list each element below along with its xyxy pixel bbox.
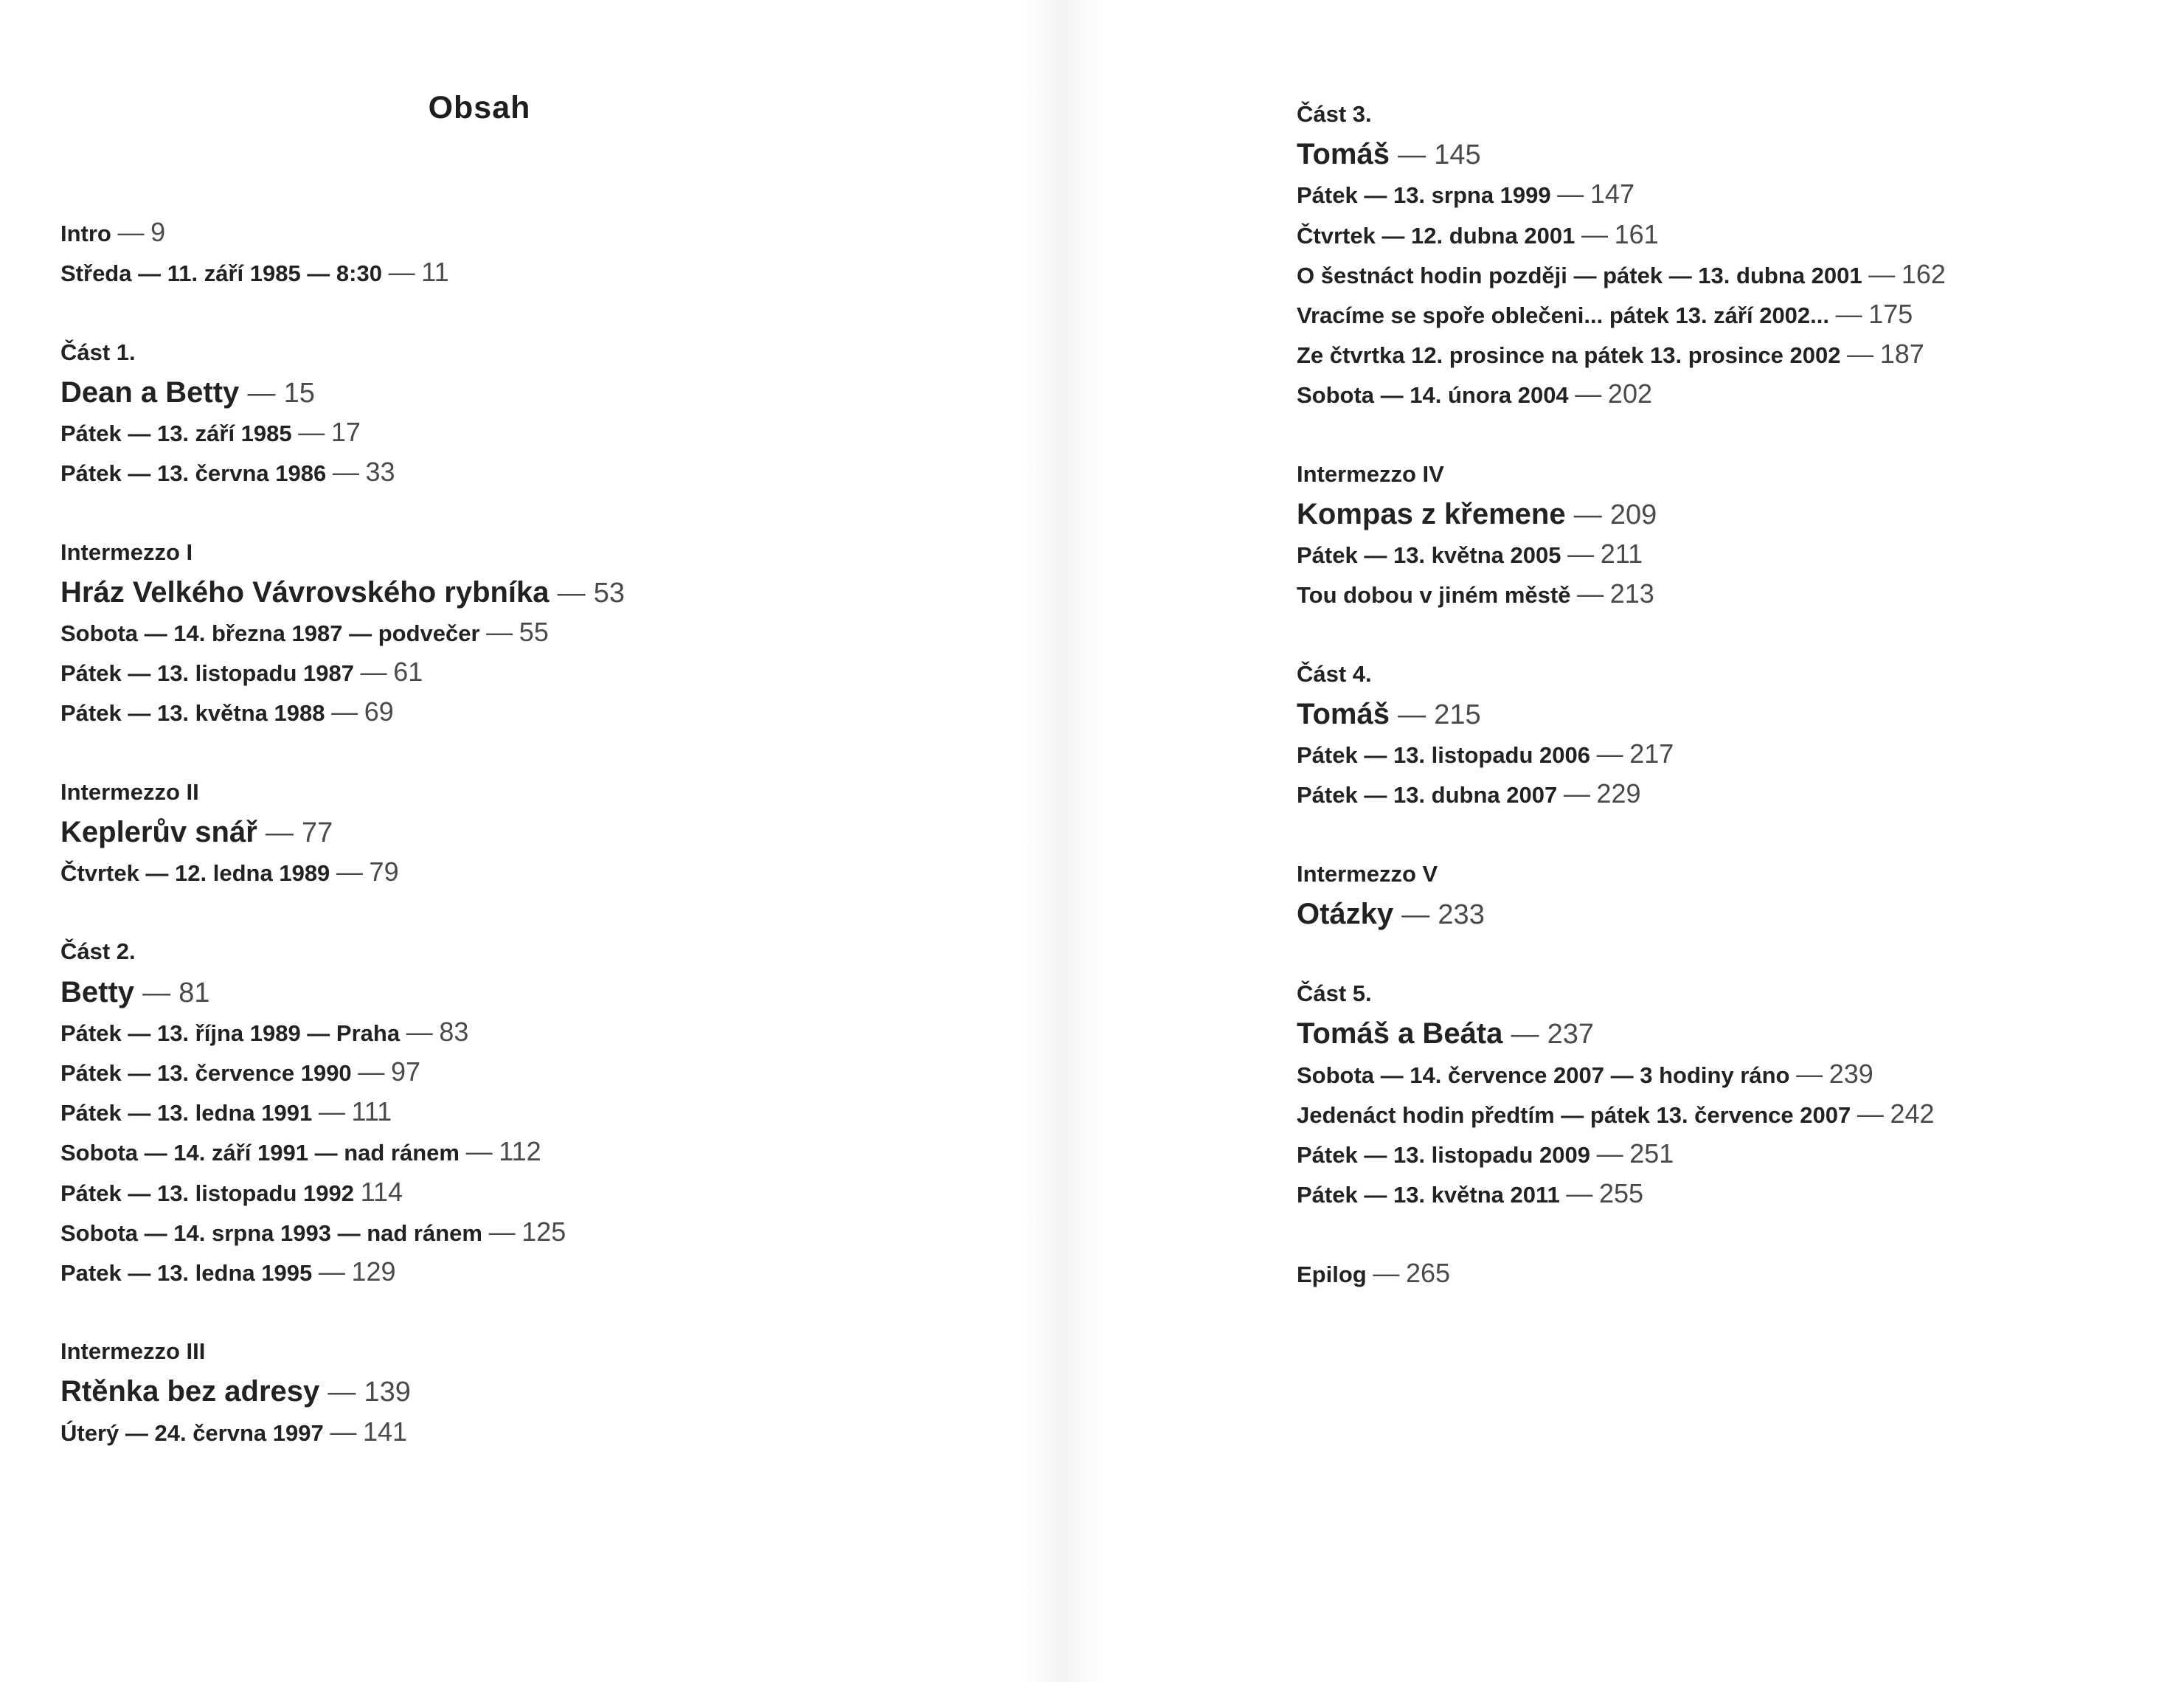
toc-entry: [1297, 294, 2145, 334]
toc-page-number: 55: [519, 616, 549, 647]
toc-page-number: 162: [1901, 258, 1946, 289]
toc-page-number: 9: [150, 217, 166, 247]
toc-separator: —: [1596, 1138, 1623, 1169]
toc-separator: —: [1566, 1178, 1593, 1209]
toc-entry: [60, 212, 975, 252]
toc-entry: [1297, 1054, 2145, 1094]
toc-entry-label: Pátek — 13. listopadu 1992: [60, 1180, 355, 1206]
toc-entry-label: Tou dobou v jiném městě: [1297, 582, 1571, 609]
toc-entry-label: Intermezzo V: [1297, 860, 1438, 887]
toc-spacer: [60, 732, 975, 772]
toc-page-number: 77: [302, 817, 333, 848]
toc-entry: [60, 652, 975, 692]
toc-spacer: [60, 1292, 975, 1332]
toc-entry: [1297, 255, 2145, 294]
toc-separator: —: [336, 856, 363, 887]
toc-section-heading: [60, 1332, 975, 1371]
toc-page-number: 129: [351, 1256, 396, 1287]
toc-chapter-title: [60, 373, 975, 412]
toc-chapter-title: [60, 1371, 975, 1411]
page-title: Obsah: [428, 90, 531, 125]
toc-separator: —: [388, 257, 415, 288]
toc-page-number: 139: [364, 1377, 411, 1408]
toc-entry: [60, 1212, 975, 1252]
toc-spacer: [60, 492, 975, 532]
toc-section-heading: [1297, 454, 2145, 494]
toc-separator: —: [406, 1016, 433, 1047]
toc-separator: —: [117, 217, 145, 247]
toc-separator: —: [1847, 339, 1874, 370]
toc-entry-label: Intermezzo II: [60, 778, 199, 805]
toc-entry-label: Pátek — 13. května 2011: [1297, 1182, 1560, 1208]
toc-page-number: 237: [1547, 1019, 1595, 1051]
toc-separator: —: [1373, 1258, 1400, 1289]
toc-entry-label: Hráz Velkého Vávrovského rybníka: [60, 575, 550, 609]
toc-entry-label: Pátek — 13. září 1985: [60, 420, 292, 446]
toc-entry-label: Část 4.: [1297, 660, 1372, 687]
toc-page-number: 175: [1868, 298, 1913, 329]
toc-separator: —: [1563, 778, 1590, 809]
toc-page-number: 79: [369, 856, 399, 887]
toc-entry-label: Intro: [60, 221, 111, 246]
toc-page-number: 239: [1828, 1058, 1873, 1089]
toc-entry-label: Keplerův snář: [60, 815, 257, 848]
toc-separator: —: [1796, 1058, 1823, 1089]
toc-separator: —: [332, 457, 359, 488]
toc-separator: —: [1398, 139, 1426, 171]
toc-chapter-title: [1297, 894, 2145, 934]
toc-entry: [60, 852, 975, 892]
toc-page-number: 187: [1879, 339, 1924, 370]
toc-entry-label: Patek — 13. ledna 1995: [60, 1259, 313, 1286]
toc-page-number: 229: [1596, 778, 1641, 809]
toc-separator: —: [265, 817, 294, 848]
toc-entry: [1297, 215, 2145, 255]
toc-entry-label: Intermezzo IV: [1297, 460, 1444, 487]
toc-spacer: [1297, 814, 2145, 854]
toc-separator: —: [1573, 499, 1602, 530]
toc-chapter-title: [1297, 694, 2145, 734]
toc-separator: —: [1398, 699, 1426, 730]
toc-entry-label: Středa — 11. září 1985 — 8:30: [60, 260, 382, 287]
toc-entry-label: Sobota — 14. srpna 1993 — nad ránem: [60, 1219, 482, 1246]
toc-page-number: 213: [1609, 578, 1654, 609]
toc-separator: —: [1511, 1019, 1539, 1051]
toc-entry: [1297, 574, 2145, 614]
toc-chapter-title: [60, 572, 975, 612]
toc-separator: —: [1596, 738, 1623, 769]
toc-separator: —: [1575, 378, 1602, 409]
toc-entry-label: Pátek — 13. listopadu 2009: [1297, 1141, 1591, 1168]
toc-section-heading: [60, 533, 975, 572]
toc-page-number: 217: [1629, 738, 1674, 769]
toc-page-number: 61: [393, 657, 423, 688]
toc-separator: —: [488, 1216, 516, 1247]
toc-entry-label: Část 1.: [60, 339, 136, 365]
toc-section-heading: [1297, 654, 2145, 694]
toc-entry-label: O šestnáct hodin později — pátek — 13. dubna 2001: [1297, 262, 1862, 288]
toc-entry-label: Tomáš: [1297, 138, 1390, 171]
toc-entry: [60, 612, 975, 652]
toc-entry: [1297, 374, 2145, 414]
toc-page-number: 81: [178, 977, 210, 1008]
toc-entry-label: Čtvrtek — 12. ledna 1989: [60, 860, 330, 886]
toc-entry: [60, 1092, 975, 1132]
toc-page-number: 209: [1609, 499, 1657, 530]
toc-page-number: 69: [364, 696, 394, 727]
toc-page-number: 83: [439, 1016, 469, 1047]
toc-entry-label: Pátek — 13. srpna 1999: [1297, 182, 1551, 209]
toc-entry-label: Pátek — 13. května 1988: [60, 700, 325, 727]
toc-entry-label: Pátek — 13. října 1989 — Praha: [60, 1020, 401, 1046]
toc-chapter-title: [1297, 1014, 2145, 1053]
toc-entry-label: Pátek — 13. července 1990: [60, 1059, 352, 1086]
toc-separator: —: [318, 1256, 345, 1287]
toc-page-number: 53: [593, 577, 625, 609]
toc-section-heading: [1297, 94, 2145, 134]
toc-page-number: 125: [521, 1216, 566, 1247]
toc-page-number: 11: [421, 257, 449, 288]
toc-entry-label: Pátek — 13. listopadu 2006: [1297, 742, 1591, 768]
toc-page-number: 233: [1438, 899, 1485, 930]
toc-chapter-title: [60, 812, 975, 852]
toc-entry: [60, 252, 975, 292]
toc-entry: [1297, 334, 2145, 374]
toc-entry: [60, 452, 975, 492]
toc-entry-label: Čtvrtek — 12. dubna 2001: [1297, 222, 1575, 249]
toc-entry-label: Úterý — 24. června 1997: [60, 1419, 324, 1446]
toc-separator: —: [1567, 539, 1595, 570]
toc-section-heading: [60, 772, 975, 812]
toc-spacer: [60, 292, 975, 332]
toc-entry: [60, 1412, 975, 1452]
toc-entry-label: Otázky: [1297, 897, 1394, 930]
toc-entry-label: Kompas z křemene: [1297, 497, 1566, 530]
toc-entry-label: Sobota — 14. září 1991 — nad ránem: [60, 1140, 460, 1166]
toc-entry-label: Intermezzo III: [60, 1338, 206, 1365]
toc-section-heading: [1297, 854, 2145, 894]
toc-chapter-title: [1297, 134, 2145, 174]
toc-entry-label: Intermezzo I: [60, 539, 193, 565]
toc-spacer: [1297, 614, 2145, 654]
toc-separator: —: [557, 577, 586, 609]
toc-separator: —: [331, 696, 358, 727]
toc-section-heading: [60, 932, 975, 972]
toc-entry-label: Pátek — 13. června 1986: [60, 460, 327, 487]
toc-entry: [1297, 1134, 2145, 1174]
toc-entry-label: Část 3.: [1297, 101, 1372, 127]
toc-page-number: 161: [1614, 218, 1659, 249]
toc-page-number: 251: [1629, 1138, 1674, 1169]
toc-page-number: 17: [330, 416, 361, 447]
toc-page-number: 114: [360, 1176, 403, 1207]
toc-page-number: 215: [1434, 699, 1481, 730]
toc-entry-label: Tomáš: [1297, 697, 1390, 730]
toc-entry: [60, 1012, 975, 1052]
toc-entry-label: Dean a Betty: [60, 375, 240, 409]
toc-entry: [1297, 1094, 2145, 1134]
toc-separator: —: [465, 1136, 493, 1167]
toc-page-number: 265: [1405, 1258, 1451, 1289]
toc-entry: [60, 1132, 975, 1171]
toc-separator: —: [327, 1377, 356, 1408]
toc-right-column: [1297, 94, 2145, 1294]
toc-page-number: 145: [1434, 139, 1481, 171]
toc-entry-label: Jedenáct hodin předtím — pátek 13. července 2007: [1297, 1101, 1851, 1128]
toc-spacer: [1297, 934, 2145, 974]
toc-entry: [60, 1052, 975, 1092]
toc-entry-label: Pátek — 13. dubna 2007: [1297, 782, 1558, 809]
toc-entry-label: Pátek — 13. května 2005: [1297, 542, 1561, 569]
toc-entry-label: Část 5.: [1297, 980, 1372, 1007]
toc-page-number: 211: [1600, 539, 1643, 570]
toc-page-number: 97: [390, 1056, 420, 1087]
toc-entry: [1297, 734, 2145, 774]
toc-separator: —: [358, 1056, 385, 1087]
toc-separator: —: [1835, 298, 1862, 329]
toc-separator: —: [1857, 1098, 1884, 1129]
toc-separator: —: [360, 657, 387, 688]
toc-page-number: 111: [351, 1096, 392, 1127]
toc-page-number: 147: [1590, 179, 1634, 210]
toc-entry-label: Část 2.: [60, 938, 136, 965]
toc-entry-label: Sobota — 14. března 1987 — podvečer: [60, 620, 480, 646]
toc-entry-label: Epilog: [1297, 1262, 1367, 1288]
toc-entry: [1297, 534, 2145, 574]
toc-entry-label: Vracíme se spoře oblečeni... pátek 13. září 2002...: [1297, 302, 1830, 328]
toc-separator: —: [1401, 899, 1430, 930]
toc-entry: [60, 692, 975, 732]
toc-spacer: [1297, 415, 2145, 454]
toc-spacer: [60, 892, 975, 932]
toc-page-number: 33: [365, 457, 395, 488]
toc-separator: —: [1868, 258, 1896, 289]
toc-entry-label: Ze čtvrtka 12. prosince na pátek 13. prosince 2002: [1297, 342, 1841, 369]
toc-separator: —: [247, 377, 276, 409]
toc-chapter-title: [1297, 494, 2145, 534]
toc-entry-label: Sobota — 14. července 2007 — 3 hodiny ráno: [1297, 1062, 1790, 1088]
toc-page-number: 202: [1607, 378, 1652, 409]
toc-chapter-title: [60, 972, 975, 1012]
toc-section-heading: [60, 333, 975, 373]
toc-entry-label: Rtěnka bez adresy: [60, 1375, 320, 1408]
toc-page-number: 141: [362, 1416, 408, 1447]
toc-separator: —: [298, 416, 325, 447]
toc-entry: [1297, 1174, 2145, 1214]
toc-entry: [60, 1252, 975, 1292]
toc-entry-label: Tomáš a Beáta: [1297, 1017, 1503, 1051]
toc-entry-label: Pátek — 13. listopadu 1987: [60, 660, 355, 687]
toc-separator: —: [318, 1096, 345, 1127]
toc-spacer: [1297, 1214, 2145, 1253]
toc-separator: —: [486, 616, 513, 647]
toc-section-heading: [1297, 974, 2145, 1014]
toc-separator: —: [1581, 218, 1608, 249]
toc-entry-label: Sobota — 14. února 2004: [1297, 382, 1569, 409]
book-gutter: [1022, 0, 1103, 1682]
toc-separator: —: [1577, 578, 1604, 609]
toc-separator: —: [1557, 179, 1584, 210]
toc-entry: [1297, 774, 2145, 814]
toc-entry: [1297, 174, 2145, 214]
toc-entry: [60, 412, 975, 452]
toc-page-number: 112: [499, 1136, 541, 1167]
toc-entry: [60, 1172, 975, 1212]
toc-entry: [1297, 1253, 2145, 1293]
toc-page-number: 15: [283, 377, 315, 409]
toc-left-column: [60, 212, 975, 1452]
toc-entry-label: Betty: [60, 975, 135, 1008]
toc-page-number: 255: [1599, 1178, 1644, 1209]
toc-separator: —: [330, 1416, 357, 1447]
toc-separator: —: [142, 977, 171, 1008]
toc-page-number: 242: [1890, 1098, 1935, 1129]
toc-entry-label: Pátek — 13. ledna 1991: [60, 1100, 313, 1126]
